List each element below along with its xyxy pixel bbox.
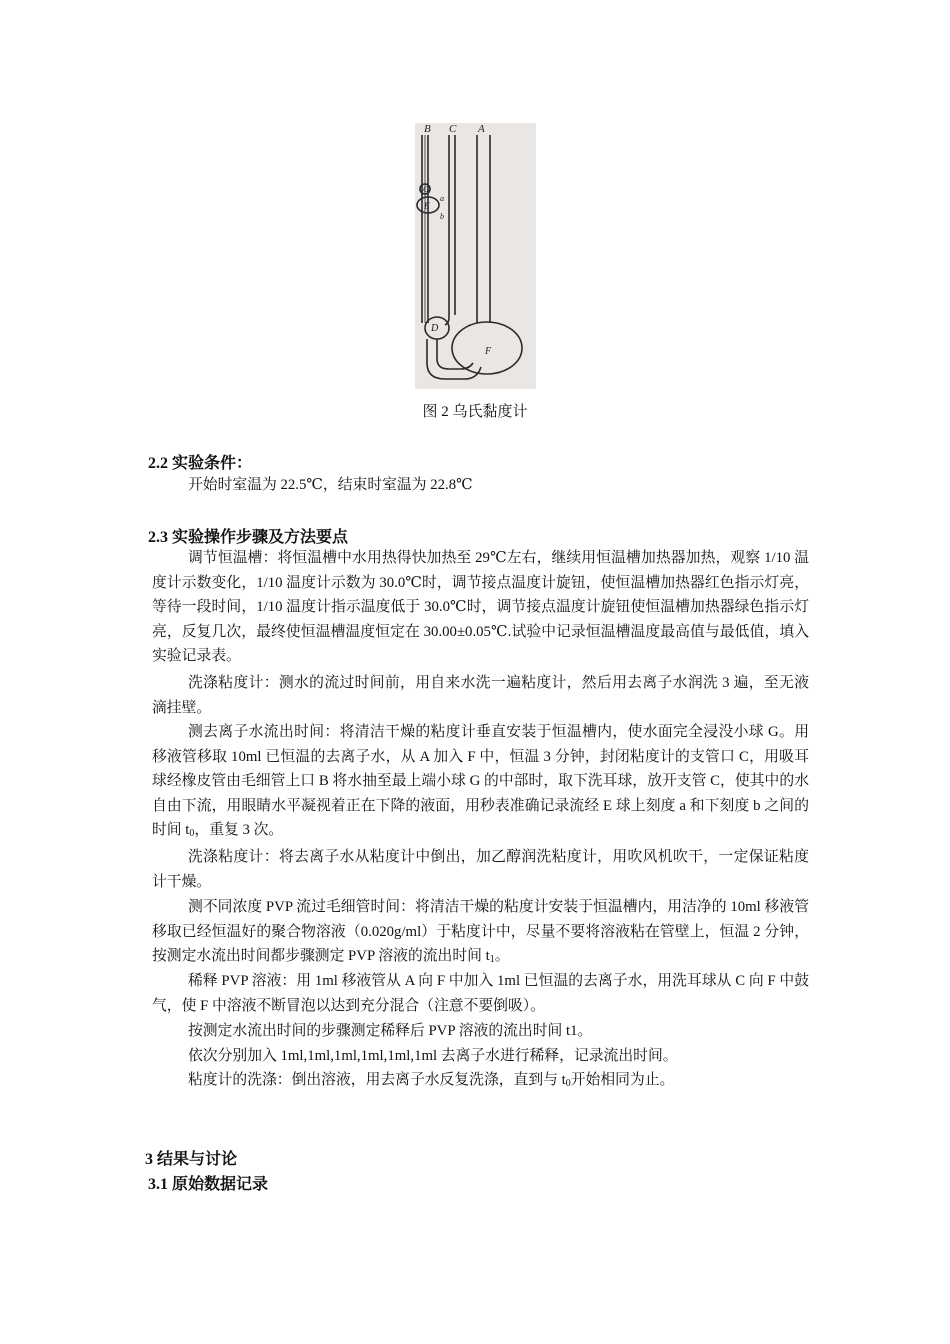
subscript-t0-cleaning: 0: [565, 1078, 571, 1089]
section-3-1-heading: 3.1 原始数据记录: [148, 1176, 269, 1193]
paragraph-wash-viscometer: 洗涤粘度计：测水的流过时间前，用自来水洗一遍粘度计，然后用去离子水润洗 3 遍，至无液滴挂壁。: [152, 675, 809, 716]
label-F: F: [485, 346, 492, 357]
paragraph-cleaning: [152, 1068, 809, 1093]
paragraph-pvp-flow-time: [152, 895, 809, 969]
paragraph-dry-viscometer: 洗涤粘度计：将去离子水从粘度计中倒出，加乙醇润洗粘度计，用吹风机吹干，一定保证粘度计干燥。: [152, 849, 809, 890]
section-3-heading: 3 结果与讨论: [145, 1151, 238, 1168]
section-2-2-text: 开始时室温为 22.5℃，结束时室温为 22.8℃: [188, 477, 473, 493]
label-D: D: [431, 323, 439, 334]
paragraph-cleaning-tail: 开始相同为止。: [570, 1072, 675, 1088]
paragraph-water-flow-time: [152, 720, 809, 843]
section-2-2-heading: 2.2 实验条件：: [148, 455, 253, 472]
subscript-t1: 1: [489, 954, 495, 966]
paragraph-thermostat: 调节恒温槽：将恒温槽中水用热得快加热至 29℃左右，继续用恒温槽加热器加热，观察 1/10 温度计示数变化，1/10 温度计示数为 30.0℃时，调节接点温度计旋钮，使恒温槽加热器红色指示灯亮，等待一段时间，1/10 温度计指示温度低于 30.0℃时，调节接点温度计旋钮使恒温槽加热器绿色指示灯亮，反复几次，最终使恒温槽温度恒定在 30.00±0.05℃.试验中记录恒温槽温度最高值与最低值，填入实验记录表。: [152, 550, 809, 665]
paragraph-sequential-dilution: 依次分别加入 1ml,1ml,1ml,1ml,1ml,1ml 去离子水进行稀释，记录流出时间。: [188, 1048, 678, 1064]
paragraph-measure-diluted: 按测定水流出时间的步骤测定稀释后 PVP 溶液的流出时间 t1。: [188, 1023, 593, 1039]
paragraph-water-flow-time-tail: ，重复 3 次。: [194, 822, 284, 839]
subscript-t0: 0: [189, 828, 195, 840]
label-b: b: [440, 212, 444, 221]
paragraph-water-flow-time-text: 测去离子水流出时间：将清洁干燥的粘度计垂直安装于恒温槽内，使水面完全浸没小球 G。用移液管移取 10ml 已恒温的去离子水，从 A 加入 F 中，恒温 3 分钟，封闭粘度计的支管口 C，用吸耳球经橡皮管由毛细管上口 B 将水抽至最上端小球 G 的中部时，取下洗耳球，放开支管 C，使其中的水自由下流，用眼睛水平凝视着正在下降的液面，用秒表准确记录流经 E 球上刻度 a 和下刻度 b 之间的时间 t: [152, 724, 809, 839]
figure-caption: 图 2 乌氏黏度计: [422, 404, 528, 420]
viscometer-diagram: [415, 123, 536, 389]
label-G: G: [423, 185, 429, 194]
paragraph-pvp-flow-time-tail: 。: [494, 948, 510, 965]
label-a: a: [440, 194, 444, 203]
paragraph-dilute-pvp: 稀释 PVP 溶液：用 1ml 移液管从 A 向 F 中加入 1ml 已恒温的去离子水，用洗耳球从 C 向 F 中鼓气，使 F 中溶液不断冒泡以达到充分混合（注意不要倒吸）。: [152, 973, 809, 1014]
paragraph-cleaning-text: 粘度计的洗涤：倒出溶液，用去离子水反复洗涤，直到与 t: [188, 1072, 566, 1088]
label-B: B: [424, 123, 431, 135]
label-A: A: [478, 123, 485, 135]
label-E: E: [424, 201, 430, 211]
label-C: C: [449, 123, 457, 135]
viscometer-figure: [415, 123, 536, 389]
paragraph-pvp-flow-time-text: 测不同浓度 PVP 流过毛细管时间：将清洁干燥的粘度计安装于恒温槽内，用洁净的 10ml 移液管移取已经恒温好的聚合物溶液（0.020g/ml）于粘度计中，尽量不要将溶液粘在管壁上，恒温 2 分钟，按测定水流出时间都步骤测定 PVP 溶液的流出时间 t: [152, 899, 809, 965]
section-2-3-heading: 2.3 实验操作步骤及方法要点: [148, 529, 349, 546]
